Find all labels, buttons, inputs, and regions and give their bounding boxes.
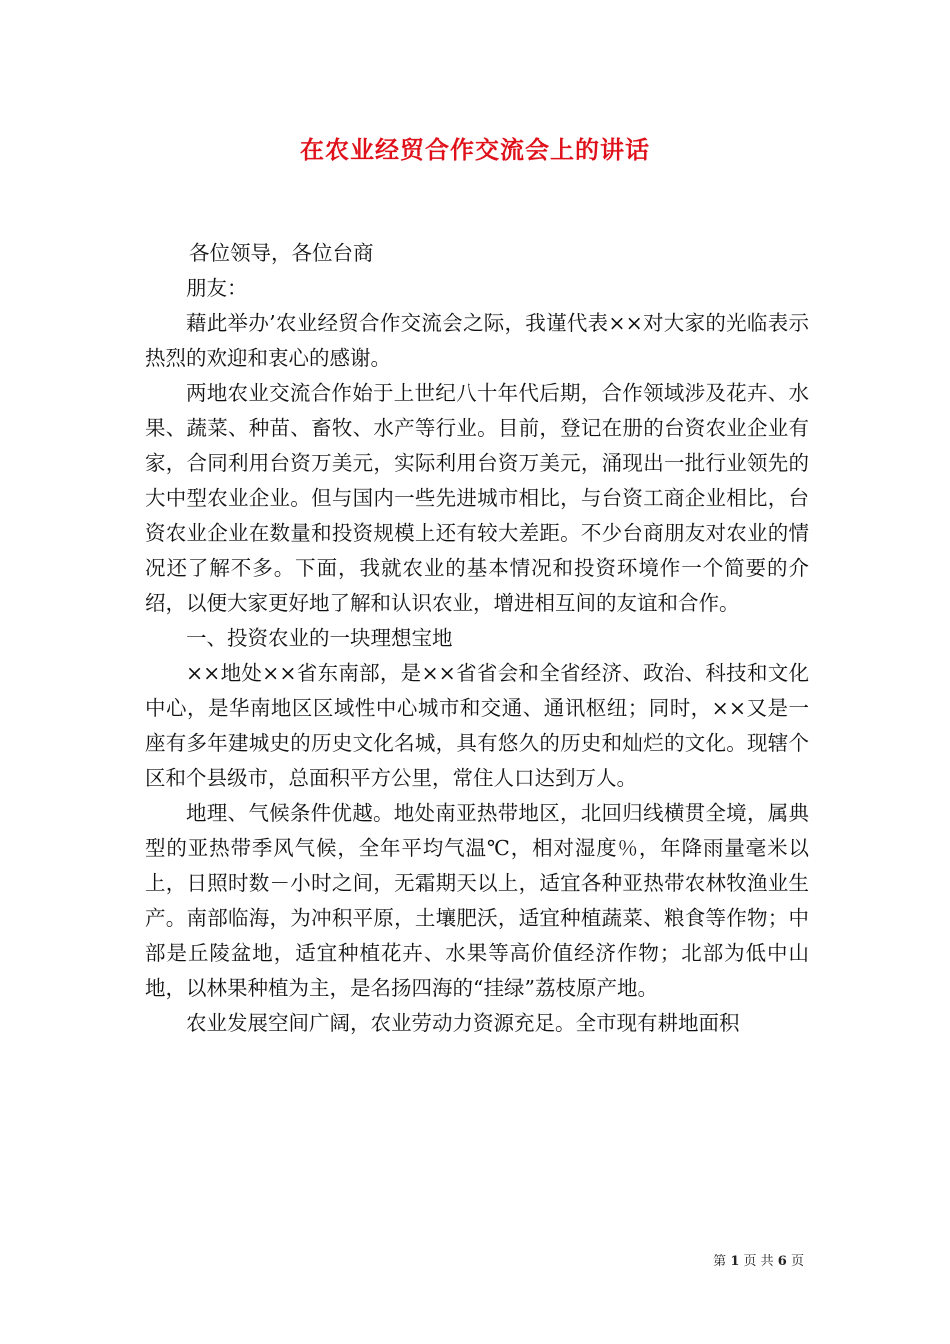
page-footer bbox=[713, 1250, 804, 1269]
footer-page-number: 1 bbox=[730, 1254, 740, 1269]
footer-total-pages: 6 bbox=[777, 1254, 787, 1269]
paragraph-cooperation: 两地农业交流合作始于上世纪八十年代后期，合作领域涉及花卉、水果、蔬菜、种苗、畜牧、水产等行业。目前，登记在册的台资农业企业有家，合同利用台资万美元，实际利用台资万美元，涌现出一批行业领先的大中型农业企业。但与国内一些先进城市相比，与台资工商企业相比，台资农业企业在数量和投资规模上还有较大差距。不少台商朋友对农业的情况还了解不多。下面，我就农业的基本情况和投资环境作一个简要的介绍，以便大家更好地了解和认识农业，增进相互间的友谊和合作。 bbox=[145, 381, 809, 615]
document-title: 在农业经贸合作交流会上的讲话 bbox=[300, 135, 650, 164]
salutation: 各位领导，各位台商 bbox=[189, 241, 374, 265]
paragraph-greeting: 朋友： bbox=[186, 276, 248, 300]
footer-suffix: 页 bbox=[790, 1254, 804, 1269]
document-body bbox=[145, 236, 809, 1041]
footer-prefix: 第 bbox=[713, 1254, 727, 1269]
paragraph-welcome: 藉此举办’农业经贸合作交流会之际，我谨代表××对大家的光临表示热烈的欢迎和衷心的感谢。 bbox=[145, 311, 809, 370]
footer-middle: 页 共 bbox=[743, 1254, 774, 1269]
section-heading-1: 一、投资农业的一块理想宝地 bbox=[186, 626, 453, 650]
paragraph-agriculture-space: 农业发展空间广阔，农业劳动力资源充足。全市现有耕地面积 bbox=[186, 1011, 740, 1035]
paragraph-climate: 地理、气候条件优越。地处南亚热带地区，北回归线横贯全境，属典型的亚热带季风气候，全年平均气温℃，相对湿度％，年降雨量毫米以上，日照时数－小时之间，无霜期天以上，适宜各种亚热带农林牧渔业生产。南部临海，为冲积平原，土壤肥沃，适宜种植蔬菜、粮食等作物；中部是丘陵盆地，适宜种植花卉、水果等高价值经济作物；北部为低中山地，以林果种植为主，是名扬四海的“挂绿”荔枝原产地。 bbox=[145, 801, 809, 1000]
paragraph-location: ××地处××省东南部，是××省省会和全省经济、政治、科技和文化中心，是华南地区区域性中心城市和交通、通讯枢纽；同时，××又是一座有多年建城史的历史文化名城，具有悠久的历史和灿烂的文化。现辖个区和个县级市，总面积平方公里，常住人口达到万人。 bbox=[145, 661, 809, 790]
